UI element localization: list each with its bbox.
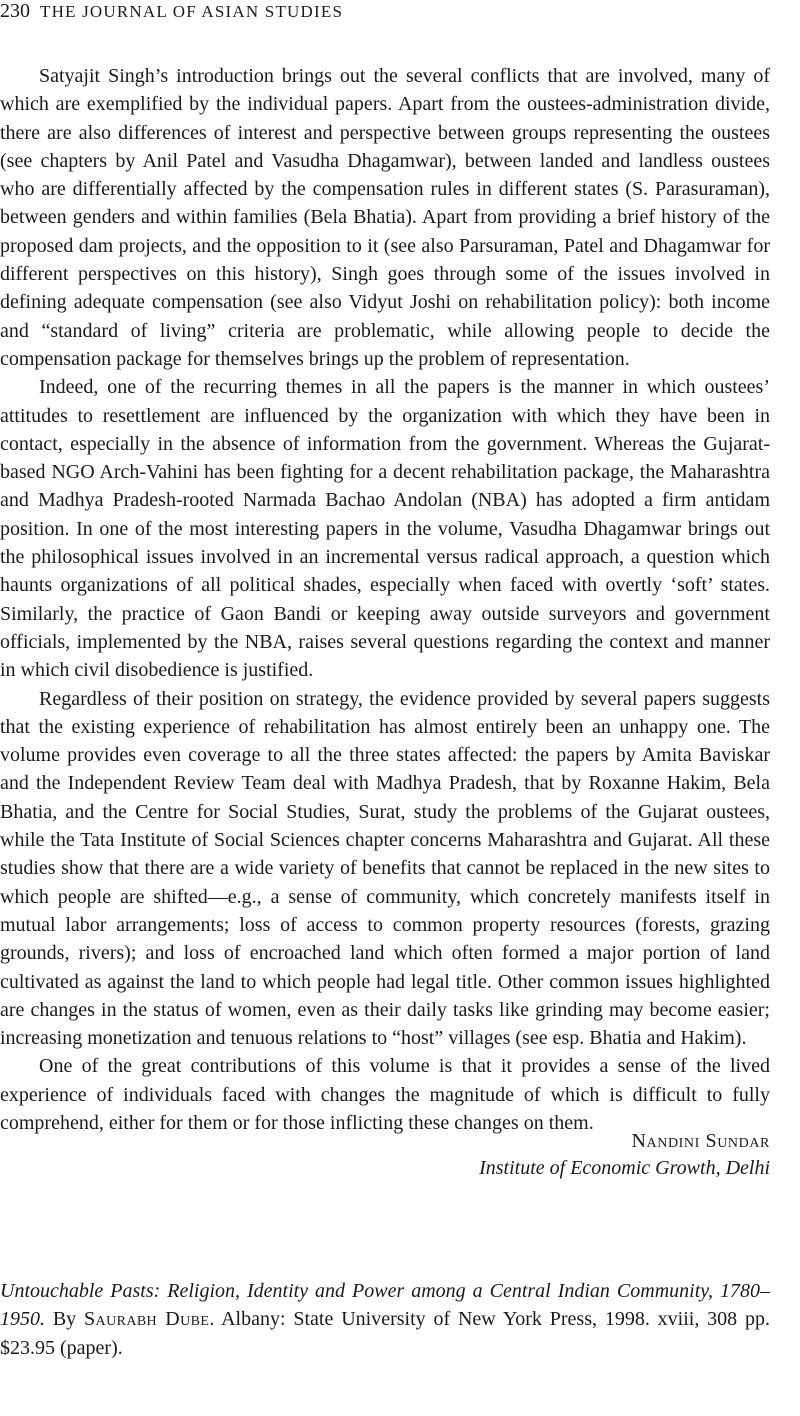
next-review-citation	[0, 1277, 770, 1362]
reviewer-signature	[479, 1128, 770, 1182]
paragraph-2: Indeed, one of the recurring themes in all the papers is the manner in which oustees’ attitudes to resettlement are influenced by the organization with which they have been in contact, especially in the absence of information from the government. Whereas the Gujarat-based NGO Arch-Vahini has been fighting for a decent rehabilitation package, the Maharashtra and Madhya Pradesh-rooted Narmada Bachao Andolan (NBA) has adopted a firm antidam position. In one of the most interesting papers in the volume, Vasudha Dhagamwar brings out the philosophical issues involved in an incremental versus radical approach, a question which haunts organizations of all political shades, especially when faced with overtly ‘soft’ states. Similarly, the practice of Gaon Bandi or keeping away outside surveyors and government officials, implemented by the NBA, raises several questions regarding the context and manner in which civil disobedience is justified.	[0, 376, 770, 682]
page-number: 230	[0, 0, 30, 22]
running-header	[0, 0, 343, 22]
book-author: Saurabh Dube	[84, 1308, 210, 1331]
publication-details: . Albany: State University of New York Press, 1998. xviii, 308 pp. $23.95 (paper).	[0, 1308, 771, 1359]
review-body	[0, 62, 770, 1137]
paragraph-4: One of the great contributions of this volume is that it provides a sense of the lived experience of individuals faced with changes the magnitude of which is difficult to fully comprehend, either for them or for those inflicting these changes on them.	[0, 1055, 770, 1134]
book-title: Untouchable Pasts: Religion, Identity and Power among a Central Indian Community, 1780–1950.	[0, 1280, 770, 1331]
citation-by: By	[45, 1308, 85, 1331]
reviewer-name: Nandini Sundar	[631, 1130, 770, 1152]
reviewer-affiliation: Institute of Economic Growth, Delhi	[479, 1157, 770, 1179]
paragraph-3: Regardless of their position on strategy, the evidence provided by several papers suggests that the existing experience of rehabilitation has almost entirely been an unhappy one. The volume provides even coverage to all the three states affected: the papers by Amita Baviskar and the Independent Review Team deal with Madhya Pradesh, that by Roxanne Hakim, Bela Bhatia, and the Centre for Social Studies, Surat, study the problems of the Gujarat oustees, while the Tata Institute of Social Sciences chapter concerns Maharashtra and Gujarat. All these studies show that there are a wide variety of benefits that cannot be replaced in the new sites to which people are shifted—e.g., a sense of community, which concretely manifests itself in mutual labor arrangements; loss of access to common property resources (forests, grazing grounds, rivers); and loss of encroached land which often formed a major portion of land cultivated as against the land to which people had legal title. Other common issues highlighted are changes in the status of women, even as their daily tasks like grinding may become easier; increasing monetization and tenuous relations to “host” villages (see esp. Bhatia and Hakim).	[0, 687, 770, 1050]
journal-title: THE JOURNAL OF ASIAN STUDIES	[40, 2, 344, 21]
paragraph-1: Satyajit Singh’s introduction brings out the several conflicts that are involved, many of which are exemplified by the individual papers. Apart from the oustees-administration divide, there are also differences of interest and perspective between groups representing the oustees (see chapters by Anil Patel and Vasudha Dhagamwar), between landed and landless oustees who are differentially affected by the compensation rules in different states (S. Parasuraman), between genders and within families (Bela Bhatia). Apart from providing a brief history of the proposed dam projects, and the opposition to it (see also Parsuraman, Patel and Dhagamwar for different perspectives on this history), Singh goes through some of the issues involved in defining adequate compensation (see also Vidyut Joshi on rehabilitation policy): both income and “standard of living” criteria are problematic, while allowing people to decide the compensation package for themselves brings up the problem of representation.	[0, 65, 770, 370]
